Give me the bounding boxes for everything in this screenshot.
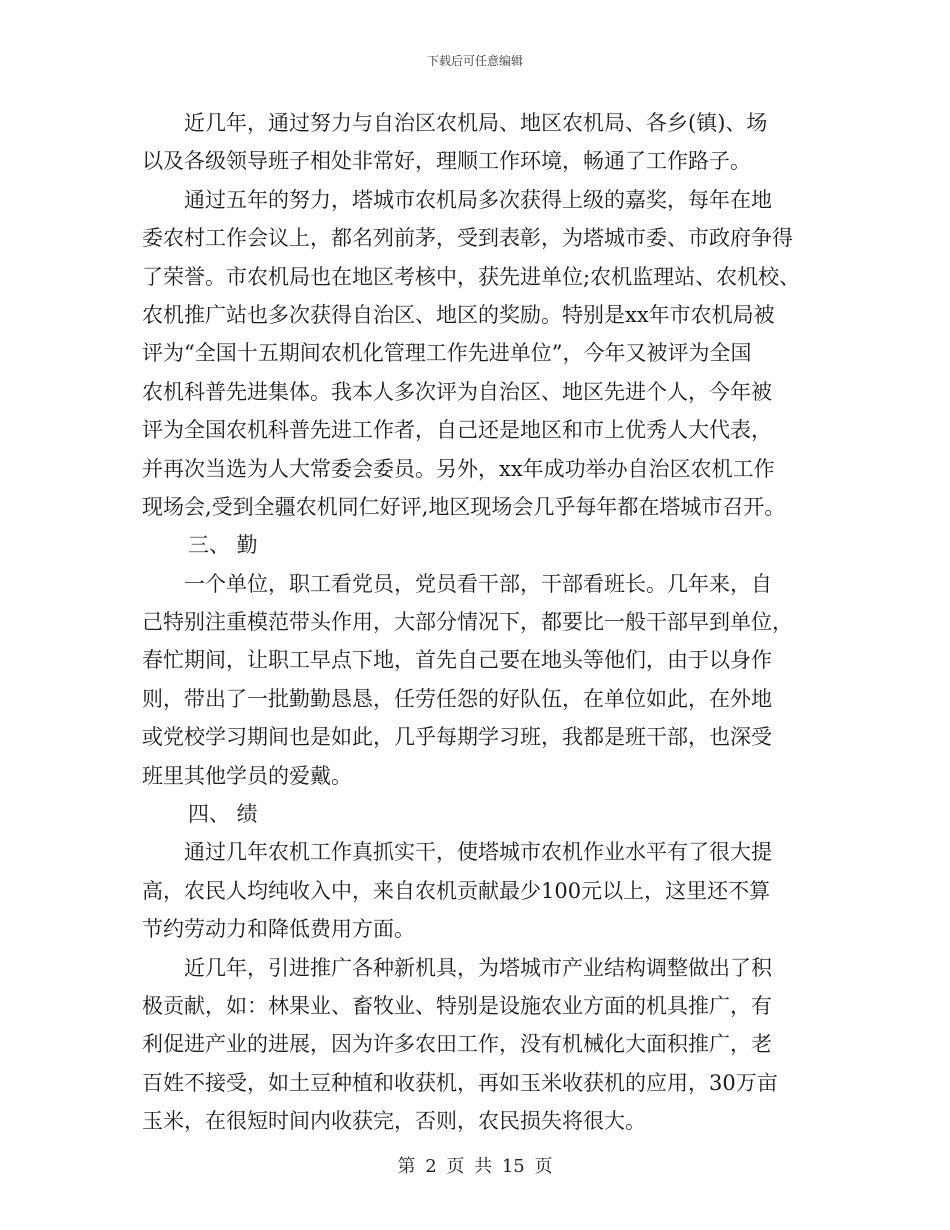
paragraph-line: 利促进产业的进展，因为许多农田工作，没有机械化大面积推广，老: [142, 1032, 772, 1057]
paragraph-line: 委农村工作会议上，都名列前茅，受到表彰，为塔城市委、市政府争得: [142, 226, 793, 251]
paragraph-line: 通过五年的努力，塔城市农机局多次获得上级的嘉奖，每年在地: [184, 187, 772, 212]
paragraph-line: 百姓不接受，如土豆种植和收获机，再如玉米收获机的应用，30万亩: [142, 1070, 778, 1095]
paragraph-line: 极贡献，如：林果业、畜牧业、特别是设施农业方面的机具推广，有: [142, 993, 772, 1018]
paragraph-line: 评为“全国十五期间农机化管理工作先进单位”，今年又被评为全国: [142, 341, 752, 366]
paragraph-line: 以及各级领导班子相处非常好，理顺工作环境，畅通了工作路子。: [142, 149, 751, 174]
paragraph-line: 评为全国农机科普先进工作者，自己还是地区和市上优秀人大代表，: [142, 418, 772, 443]
paragraph-line: 春忙期间，让职工早点下地，首先自己要在地头等他们，由于以身作: [142, 648, 772, 673]
paragraph-line: 或党校学习期间也是如此，几乎每期学习班，我都是班干部，也深受: [142, 725, 772, 750]
paragraph-line: 高，农民人均纯收入中，来自农机贡献最少100元以上，这里还不算: [142, 878, 771, 903]
paragraph-line: 玉米，在很短时间内收获完，否则，农民损失将很大。: [142, 1109, 646, 1134]
document-body: [142, 104, 810, 1141]
section-heading: 三、 勤: [188, 533, 258, 558]
paragraph-line: 一个单位，职工看党员，党员看干部，干部看班长。几年来，自: [184, 571, 772, 596]
paragraph-line: 并再次当选为人大常委会委员。另外，xx年成功举办自治区农机工作: [142, 456, 775, 481]
paragraph-line: 了荣誉。市农机局也在地区考核中，获先进单位;农机监理站、农机校、: [142, 264, 801, 289]
paragraph-line: 现场会,受到全疆农机同仁好评,地区现场会几乎每年都在塔城市召开。: [142, 494, 786, 519]
paragraph-line: 班里其他学员的爱戴。: [142, 763, 352, 788]
section-heading: 四、 绩: [188, 802, 258, 827]
paragraph-line: 农机科普先进集体。我本人多次评为自治区、地区先进个人，今年被: [142, 379, 772, 404]
paragraph-line: 农机推广站也多次获得自治区、地区的奖励。特别是xx年市农机局被: [142, 302, 775, 327]
paragraph-line: 节约劳动力和降低费用方面。: [142, 917, 415, 942]
page-number-footer: 第 2 页 共 15 页: [397, 1156, 553, 1177]
page-header: 下载后可任意编辑: [426, 54, 523, 68]
paragraph-line: 则，带出了一批勤勤恳恳，任劳任怨的好队伍，在单位如此，在外地: [142, 686, 772, 711]
paragraph-line: 近几年，通过努力与自治区农机局、地区农机局、各乡(镇)、场: [184, 111, 768, 135]
paragraph-line: 通过几年农机工作真抓实干，使塔城市农机作业水平有了很大提: [184, 840, 772, 865]
paragraph-line: 近几年，引进推广各种新机具，为塔城市产业结构调整做出了积: [184, 955, 772, 980]
paragraph-line: 己特别注重模范带头作用，大部分情况下，都要比一般干部早到单位，: [142, 610, 793, 635]
